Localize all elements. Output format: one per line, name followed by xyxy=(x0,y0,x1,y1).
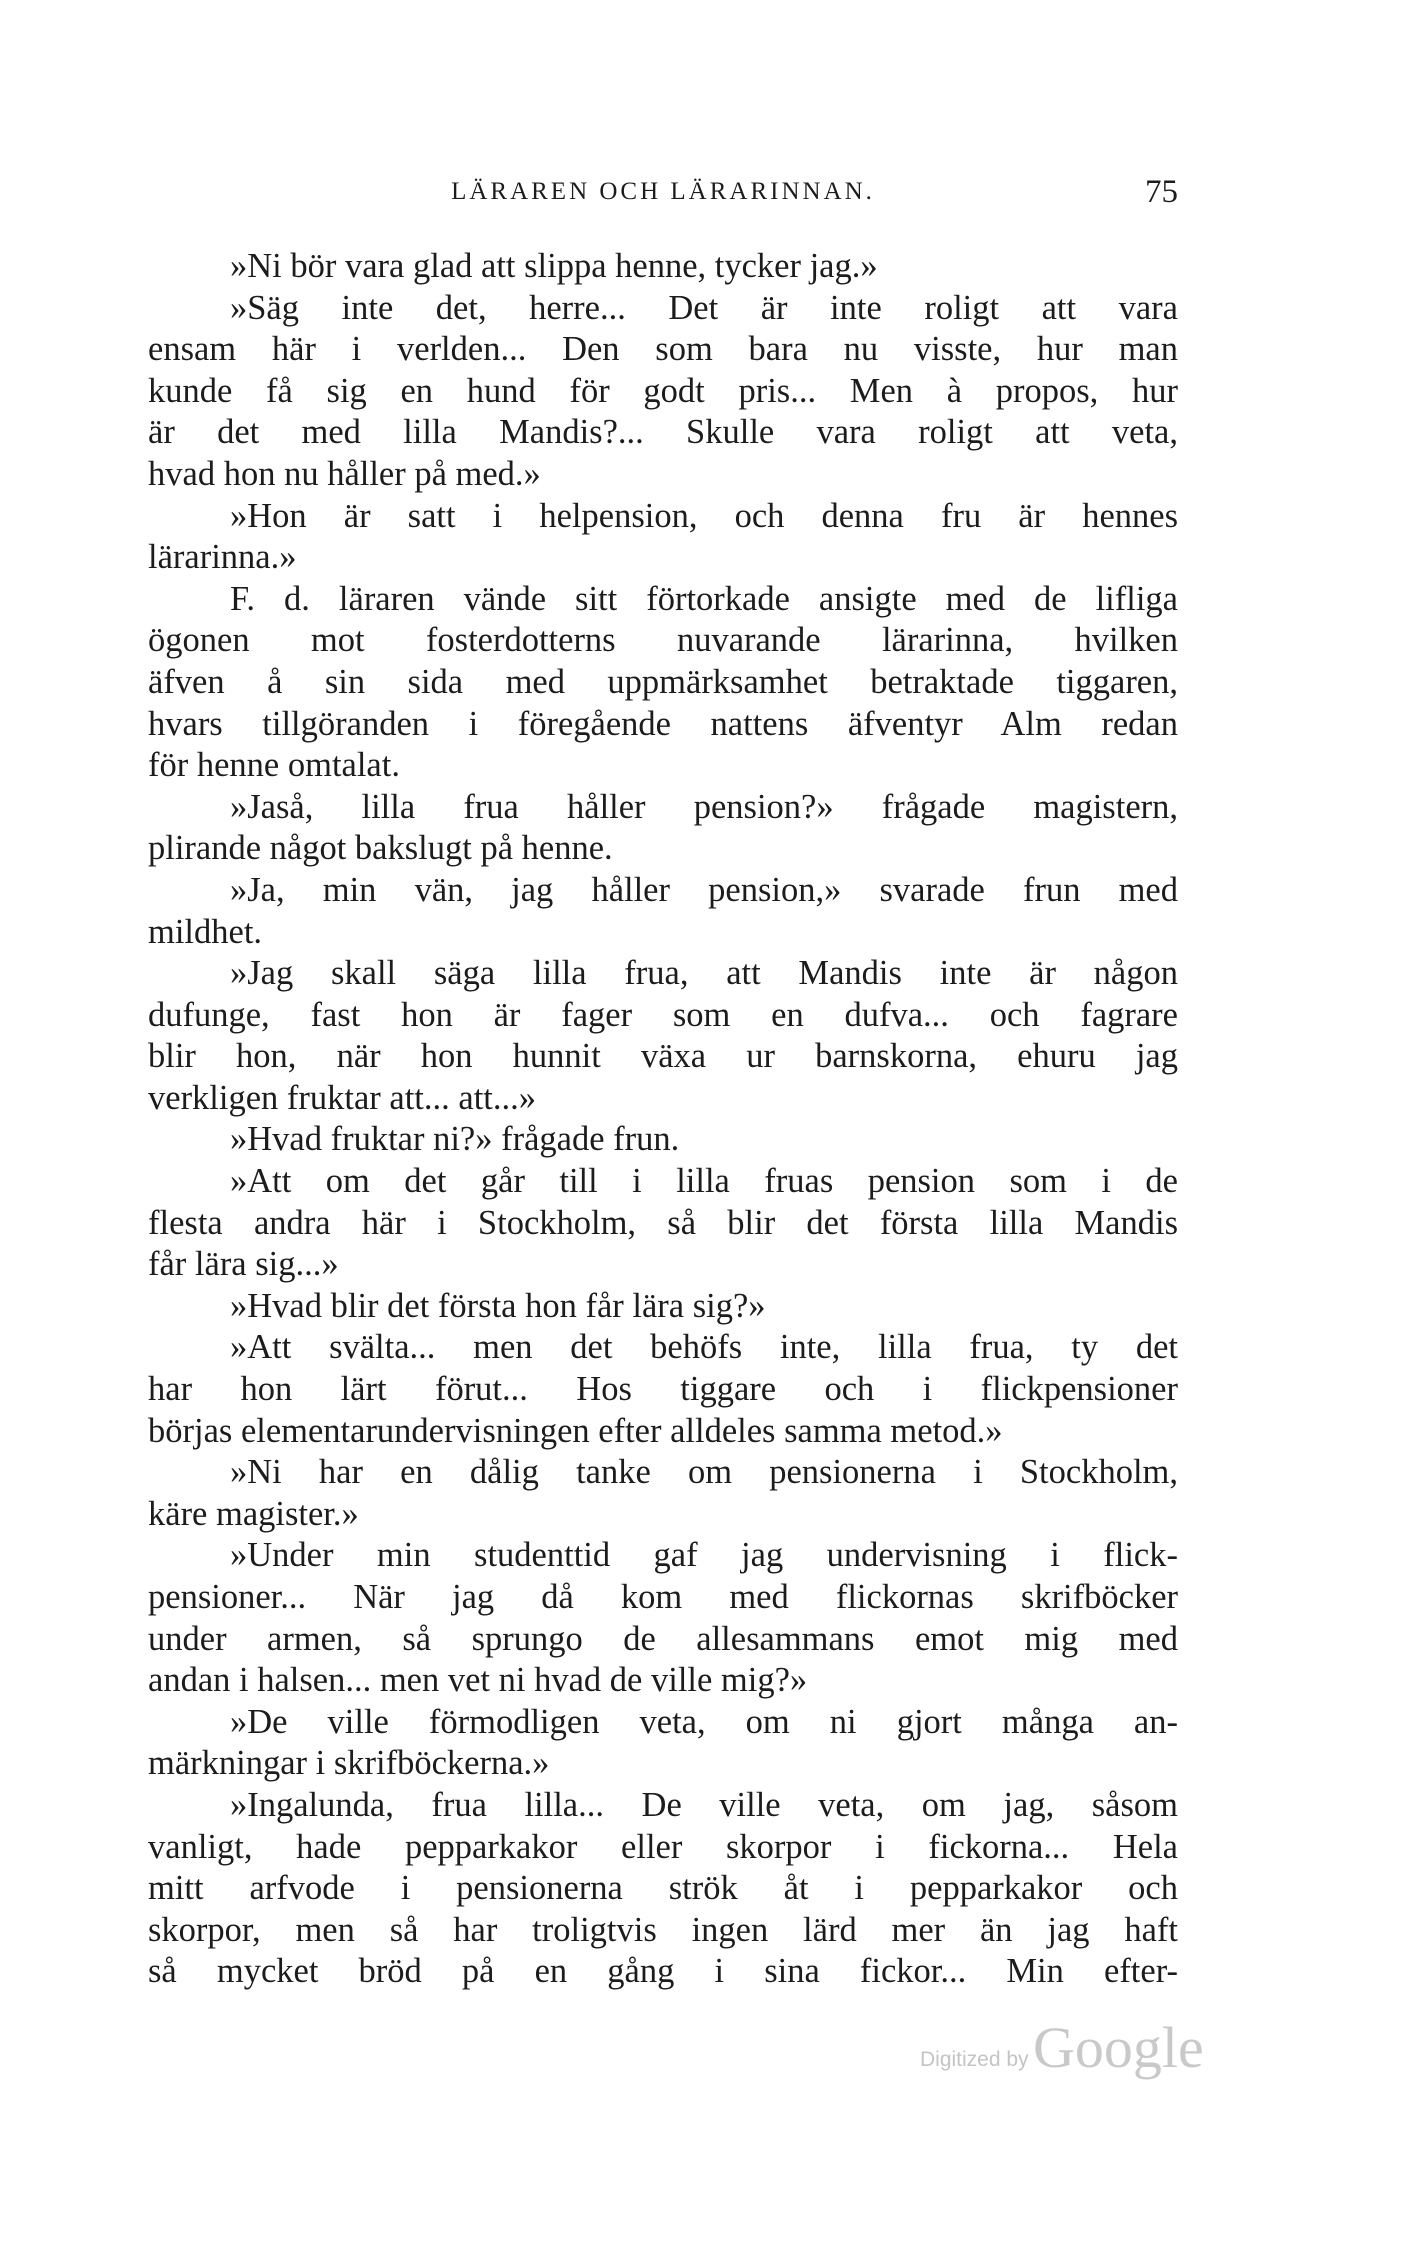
text-line: ögonen mot fosterdotterns nuvarande lärarinna, hvilken xyxy=(148,621,1178,660)
text-line: vanligt, hade pepparkakor eller skorpor i fickorna... Hela xyxy=(148,1827,1178,1866)
text-line: ensam här i verlden... Den som bara nu visste, hur man xyxy=(148,330,1178,369)
text-line: blir hon, när hon hunnit växa ur barnskorna, ehuru jag xyxy=(148,1037,1178,1076)
text-line: hvad hon nu håller på med.» xyxy=(148,454,541,493)
text-line: »Ni har en dålig tanke om pensionerna i Stockholm, xyxy=(230,1453,1178,1492)
text-line: äfven å sin sida med uppmärksamhet betraktade tiggaren, xyxy=(148,662,1178,701)
text-line: »Jag skall säga lilla frua, att Mandis inte är någon xyxy=(230,954,1178,993)
text-line: dufunge, fast hon är fager som en dufva... och fagrare xyxy=(148,995,1178,1034)
text-line: »Hvad fruktar ni?» frågade frun. xyxy=(230,1120,680,1159)
text-line: plirande något bakslugt på henne. xyxy=(148,829,613,868)
text-line: »Ingalunda, frua lilla... De ville veta, om jag, såsom xyxy=(230,1785,1178,1824)
running-head xyxy=(148,172,1178,212)
text-line: »Säg inte det, herre... Det är inte roligt att vara xyxy=(230,288,1178,327)
text-line: får lära sig...» xyxy=(148,1245,339,1284)
text-line: mildhet. xyxy=(148,912,263,951)
text-line: hvars tillgöranden i föregående nattens äfventyr Alm redan xyxy=(148,704,1178,743)
text-line: märkningar i skrifböckerna.» xyxy=(148,1744,550,1783)
text-line: F. d. läraren vände sitt förtorkade ansigte med de lifliga xyxy=(230,579,1178,618)
digitized-by-label: Digitized by xyxy=(920,2048,1029,2071)
text-line: »Ja, min vän, jag håller pension,» svarade frun med xyxy=(230,870,1178,909)
text-line: skorpor, men så har troligtvis ingen lärd mer än jag haft xyxy=(148,1910,1178,1949)
text-line: »Hon är satt i helpension, och denna fru är hennes xyxy=(230,496,1178,535)
text-line: »Under min studenttid gaf jag undervisning i flick- xyxy=(230,1536,1178,1575)
text-line: kunde få sig en hund för godt pris... Men à propos, hur xyxy=(148,371,1178,410)
text-line: börjas elementarundervisningen efter alldeles samma metod.» xyxy=(148,1411,1003,1450)
text-line: pensioner... När jag då kom med flickornas skrifböcker xyxy=(148,1578,1178,1616)
text-line: lärarinna.» xyxy=(148,538,297,577)
text-line: verkligen fruktar att... att...» xyxy=(148,1078,536,1117)
text-line: flesta andra här i Stockholm, så blir det första lilla Mandis xyxy=(148,1203,1178,1242)
text-line: »Hvad blir det första hon får lära sig?» xyxy=(230,1286,766,1325)
text-line: för henne omtalat. xyxy=(148,746,400,785)
text-line: »Att svälta... men det behöfs inte, lilla frua, ty det xyxy=(230,1328,1178,1367)
text-line: andan i halsen... men vet ni hvad de ville mig?» xyxy=(148,1661,808,1700)
page-number: 75 xyxy=(1145,174,1178,210)
text-line: under armen, så sprungo de allesammans emot mig med xyxy=(148,1619,1178,1658)
text-line: mitt arfvode i pensionerna strök åt i pepparkakor och xyxy=(148,1869,1178,1908)
text-line: »Att om det går till i lilla fruas pension som i de xyxy=(230,1162,1178,1201)
google-watermark xyxy=(920,2010,1220,2080)
text-line: är det med lilla Mandis?... Skulle vara roligt att veta, xyxy=(148,413,1178,452)
text-line: »Jaså, lilla frua håller pension?» frågade magistern, xyxy=(230,787,1178,826)
text-line: »Ni bör vara glad att slippa henne, tycker jag.» xyxy=(230,247,878,285)
text-line: så mycket bröd på en gång i sina fickor... Min efter- xyxy=(148,1952,1178,1991)
google-logo: Google xyxy=(1033,2015,1204,2080)
running-title: LÄRAREN OCH LÄRARINNAN. xyxy=(451,178,875,205)
body-text xyxy=(148,246,1178,1993)
text-line: »De ville förmodligen veta, om ni gjort många an- xyxy=(230,1702,1178,1741)
text-line: har hon lärt förut... Hos tiggare och i flickpensioner xyxy=(148,1370,1178,1409)
text-line: käre magister.» xyxy=(148,1494,359,1533)
